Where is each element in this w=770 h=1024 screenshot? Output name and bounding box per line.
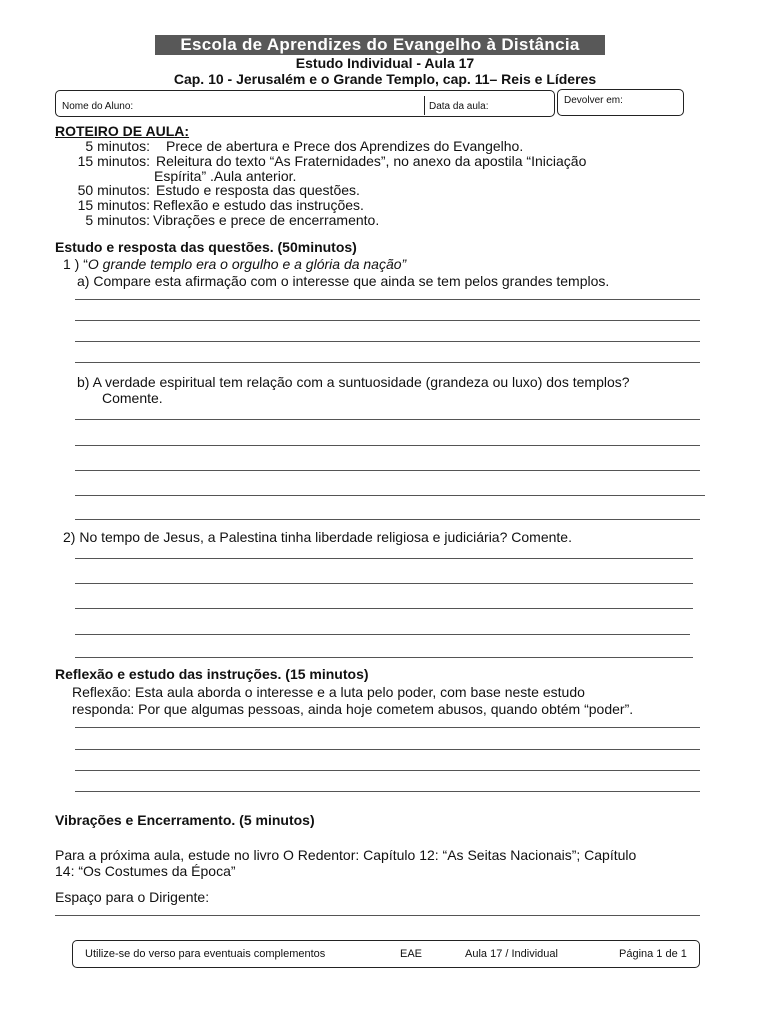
roteiro-text: Reflexão e estudo das instruções. — [153, 197, 364, 213]
footer-lesson: Aula 17 / Individual — [465, 948, 558, 960]
answer-line[interactable] — [75, 583, 693, 584]
footer-box — [72, 940, 700, 968]
answer-line[interactable] — [75, 495, 705, 496]
question-1b-continued: Comente. — [102, 390, 163, 406]
question-1 — [63, 256, 406, 273]
vibracoes-heading: Vibrações e Encerramento. (5 minutos) — [55, 812, 315, 828]
next-lesson-text: Para a próxima aula, estude no livro O Redentor: Capítulo 12: “As Seitas Nacionais”; Capítulo — [55, 847, 637, 863]
estudo-heading: Estudo e resposta das questões. (50minutos) — [55, 239, 357, 255]
answer-line[interactable] — [75, 362, 700, 363]
answer-line[interactable] — [75, 445, 700, 446]
question-1-number: 1 ) “ — [63, 256, 88, 272]
reflexao-heading: Reflexão e estudo das instruções. (15 minutos) — [55, 666, 369, 682]
dirigente-line[interactable] — [55, 915, 700, 916]
student-name-label: Nome do Aluno: — [62, 101, 134, 112]
answer-line[interactable] — [75, 419, 700, 420]
answer-line[interactable] — [75, 608, 693, 609]
roteiro-text: Espírita” .Aula anterior. — [154, 168, 297, 184]
footer-note: Utilize-se do verso para eventuais complementos — [85, 948, 326, 960]
lesson-date-label: Data da aula: — [429, 101, 489, 112]
roteiro-time: 50 minutos: — [77, 182, 150, 198]
answer-line[interactable] — [75, 634, 690, 635]
answer-line[interactable] — [75, 341, 700, 342]
question-1-quote: O grande templo era o orgulho e a glória da nação” — [87, 256, 407, 272]
roteiro-time: 15 minutos: — [77, 197, 150, 213]
chapter-title: Cap. 10 - Jerusalém e o Grande Templo, cap. 11– Reis e Líderes — [173, 71, 597, 87]
roteiro-text: Vibrações e prece de encerramento. — [153, 212, 380, 228]
document-subtitle: Estudo Individual - Aula 17 — [295, 55, 475, 71]
return-date-field[interactable] — [557, 89, 684, 116]
answer-line[interactable] — [75, 727, 700, 728]
roteiro-text: Prece de abertura e Prece dos Aprendizes do Evangelho. — [166, 138, 524, 154]
question-1b: b) A verdade espiritual tem relação com a suntuosidade (grandeza ou luxo) dos templos? — [77, 374, 630, 390]
answer-line[interactable] — [75, 519, 700, 520]
roteiro-heading: ROTEIRO DE AULA: — [55, 123, 190, 139]
reflexao-text: Reflexão: Esta aula aborda o interesse e a luta pelo poder, com base neste estudo — [72, 684, 585, 700]
answer-line[interactable] — [75, 770, 700, 771]
reflexao-text: responda: Por que algumas pessoas, ainda hoje cometem abusos, quando obtém “poder”. — [72, 701, 634, 717]
roteiro-text: Estudo e resposta das questões. — [156, 182, 360, 198]
roteiro-time: 15 minutos: — [77, 153, 150, 169]
footer-page: Página 1 de 1 — [619, 948, 687, 960]
footer-org: EAE — [400, 948, 423, 960]
answer-line[interactable] — [75, 558, 693, 559]
next-lesson-text: 14: “Os Costumes da Época” — [55, 863, 236, 879]
dirigente-label: Espaço para o Dirigente: — [55, 889, 210, 905]
return-date-label: Devolver em: — [564, 95, 623, 106]
answer-line[interactable] — [75, 657, 693, 658]
question-2: 2) No tempo de Jesus, a Palestina tinha liberdade religiosa e judiciária? Comente. — [63, 529, 572, 545]
lesson-date-field[interactable] — [425, 90, 553, 115]
document-title: Escola de Aprendizes do Evangelho à Distância — [155, 35, 605, 55]
roteiro-time: 5 minutos: — [85, 138, 150, 154]
answer-line[interactable] — [75, 749, 700, 750]
question-1a: a) Compare esta afirmação com o interesse que ainda se tem pelos grandes templos. — [77, 273, 610, 289]
roteiro-text: Releitura do texto “As Fraternidades”, no anexo da apostila “Iniciação — [156, 153, 587, 169]
roteiro-time: 5 minutos: — [85, 212, 150, 228]
answer-line[interactable] — [75, 791, 700, 792]
answer-line[interactable] — [75, 470, 700, 471]
answer-line[interactable] — [75, 299, 700, 300]
answer-line[interactable] — [75, 320, 700, 321]
